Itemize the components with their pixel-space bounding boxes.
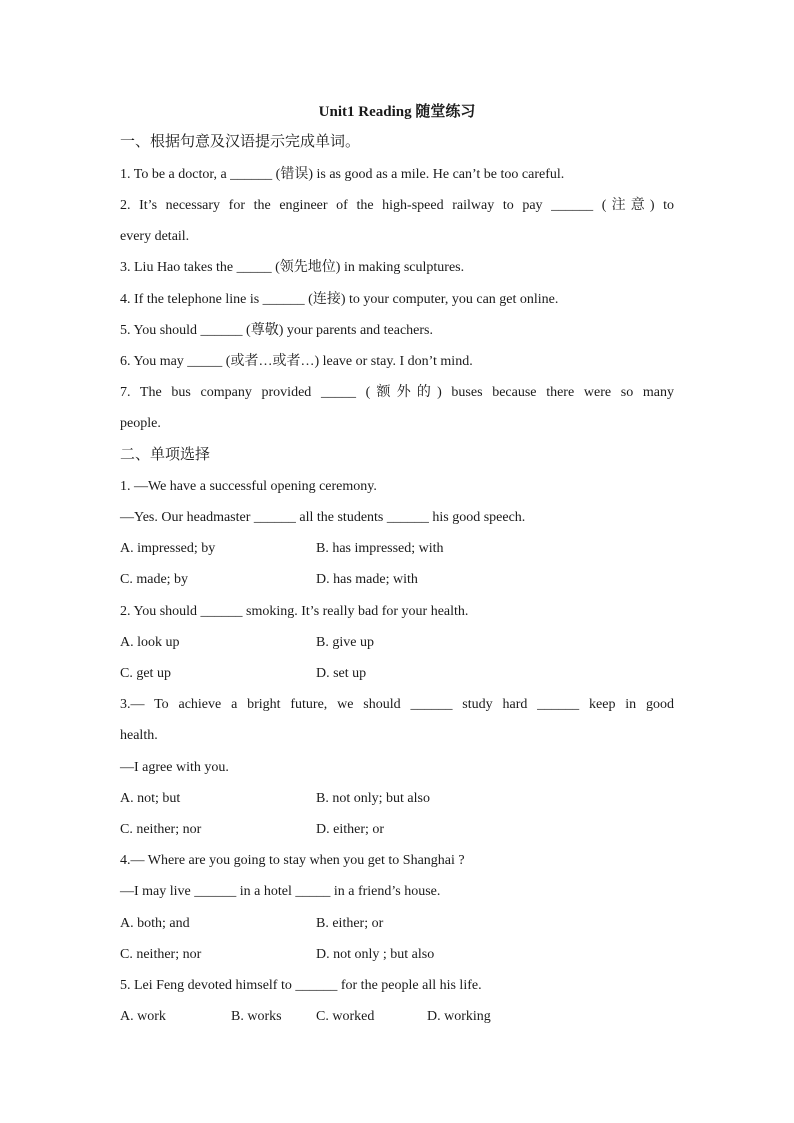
s1-line-5: 4. If the telephone line is ______ (连接) to your computer, you can get online. [120,292,559,307]
q1-option-c: C. made; by [120,572,189,587]
q2-option-b: B. give up [316,635,374,650]
q4-line-2: —I may live ______ in a hotel _____ in a friend’s house. [120,884,441,899]
q1-option-b: B. has impressed; with [316,541,444,556]
q2-option-c: C. get up [120,666,171,681]
q2-line-1: 2. You should ______ smoking. It’s really bad for your health. [120,604,469,619]
q5-option-a: A. work [120,1009,166,1024]
q4-option-b: B. either; or [316,916,384,931]
s1-line-6: 5. You should ______ (尊敬) your parents and teachers. [120,323,434,338]
q3-option-d: D. either; or [316,822,385,837]
s1-line-3: every detail. [120,229,190,244]
q1-line-1: 1. —We have a successful opening ceremony. [120,479,377,494]
q5-line-1: 5. Lei Feng devoted himself to ______ for the people all his life. [120,978,482,993]
section2-heading: 二、单项选择 [120,447,211,463]
q4-option-c: C. neither; nor [120,947,202,962]
s1-line-9: people. [120,416,161,431]
q3-option-b: B. not only; but also [316,791,430,806]
q4-line-1: 4.— Where are you going to stay when you get to Shanghai ? [120,853,465,868]
q3-option-a: A. not; but [120,791,181,806]
q5-option-d: D. working [427,1009,491,1024]
q3-line-2: health. [120,728,158,743]
q1-line-2: —Yes. Our headmaster ______ all the students ______ his good speech. [120,510,526,525]
s1-line-4: 3. Liu Hao takes the _____ (领先地位) in making sculptures. [120,260,465,275]
q2-option-d: D. set up [316,666,367,681]
section1-heading: 一、根据句意及汉语提示完成单词。 [120,134,361,150]
q2-option-a: A. look up [120,635,180,650]
s1-line-7: 6. You may _____ (或者…或者…) leave or stay. I don’t mind. [120,354,473,369]
s1-line-1: 1. To be a doctor, a ______ (错误) is as good as a mile. He can’t be too careful. [120,167,565,182]
q4-option-a: A. both; and [120,916,190,931]
worksheet-title: Unit1 Reading 随堂练习 [318,104,476,120]
q3-line-3: —I agree with you. [120,760,229,775]
q4-option-d: D. not only ; but also [316,947,435,962]
q1-option-d: D. has made; with [316,572,418,587]
q5-option-c: C. worked [316,1009,375,1024]
q1-option-a: A. impressed; by [120,541,216,556]
q3-line-1: 3.— To achieve a bright future, we should ______ study hard ______ keep in good [120,697,674,712]
q3-option-c: C. neither; nor [120,822,202,837]
s1-line-2: 2. It’s necessary for the engineer of the high-speed railway to pay ______ (注意) to [120,198,674,213]
s1-line-8: 7. The bus company provided _____ (额外的) buses because there were so many [120,385,674,400]
q5-option-b: B. works [231,1009,282,1024]
